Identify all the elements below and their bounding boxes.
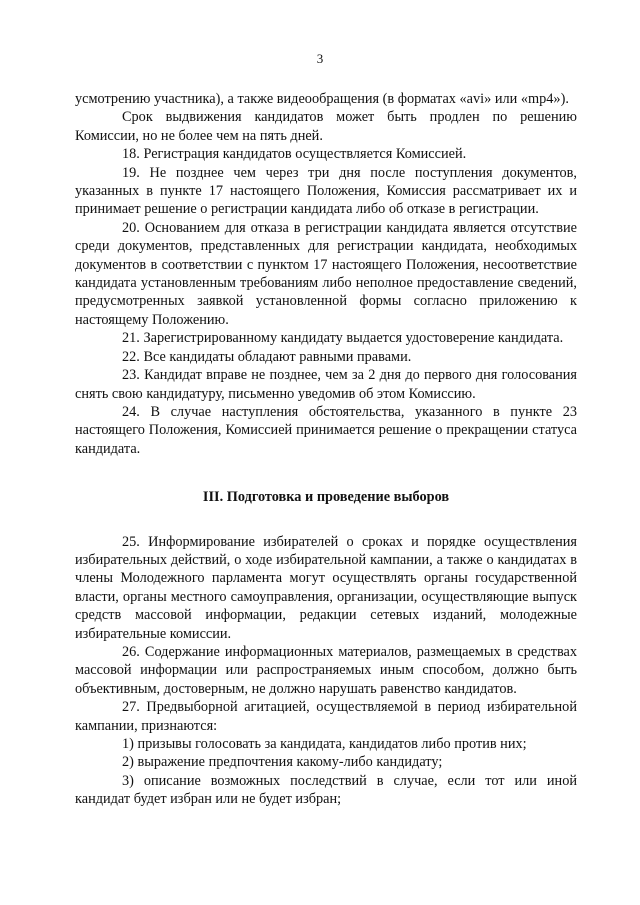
- paragraph-continuation: усмотрению участника), а также видеообращения (в форматах «avi» или «mp4»).: [75, 91, 569, 107]
- paragraph-26: 26. Содержание информационных материалов, размещаемых в средствах массовой информации или распространяемых иным способом, должно быть объективным, достоверным, не должно нарушать равенство кандидатов.: [75, 643, 577, 697]
- paragraph-25: 25. Информирование избирателей о сроках и порядке осуществления избирательных действий, о ходе избирательной кампании, а также о кандидатах в члены Молодежного парламента могут осуществлять органы государственной власти, органы местного самоуправления, организации, осуществляющие выпуск средств массовой информации, редакции сетевых изданий, молодежные избирательные комиссии.: [75, 533, 577, 642]
- section-heading: III. Подготовка и проведение выборов: [202, 489, 450, 506]
- page-number: 3: [316, 51, 324, 66]
- paragraph-18: 18. Регистрация кандидатов осуществляется Комиссией.: [122, 146, 467, 163]
- paragraph-27: 27. Предвыборной агитацией, осуществляемой в период избирательной кампании, признаются:: [75, 699, 577, 734]
- paragraph-23: 23. Кандидат вправе не позднее, чем за 2 дня до первого дня голосования снять свою кандидатуру, письменно уведомив об этом Комиссию.: [75, 367, 577, 402]
- list-item-3: 3) описание возможных последствий в случае, если тот или иной кандидат будет избран или не будет избран;: [75, 772, 577, 808]
- list-item-2: 2) выражение предпочтения какому-либо кандидату;: [122, 754, 443, 771]
- list-item-1: 1) призывы голосовать за кандидата, кандидатов либо против них;: [122, 736, 527, 752]
- paragraph-21: 21. Зарегистрированному кандидату выдается удостоверение кандидата.: [122, 330, 564, 347]
- paragraph-19: 19. Не позднее чем через три дня после поступления документов, указанных в пункте 17 настоящего Положения, Комиссия рассматривает их и принимает решение о регистрации кандидата либо об отказе в регистрации.: [75, 164, 577, 218]
- paragraph-24: 24. В случае наступления обстоятельства, указанного в пункте 23 настоящего Положения, Комиссией принимается решение о прекращении статуса кандидата.: [75, 403, 577, 457]
- document-body: [75, 90, 577, 809]
- paragraph-22: 22. Все кандидаты обладают равными правами.: [122, 348, 412, 365]
- paragraph-nomination-extension: Срок выдвижения кандидатов может быть продлен по решению Комиссии, но не более чем на пять дней.: [75, 109, 577, 144]
- paragraph-20: 20. Основанием для отказа в регистрации кандидата является отсутствие среди документов, представленных для регистрации кандидата, необходимых документов в соответствии с пунктом 17 настоящего Положения, несоответствие кандидата установленным требованиям либо неполное предоставление сведений, предусмотренных заявкой установленной формы согласно приложению к настоящему Положению.: [75, 219, 577, 328]
